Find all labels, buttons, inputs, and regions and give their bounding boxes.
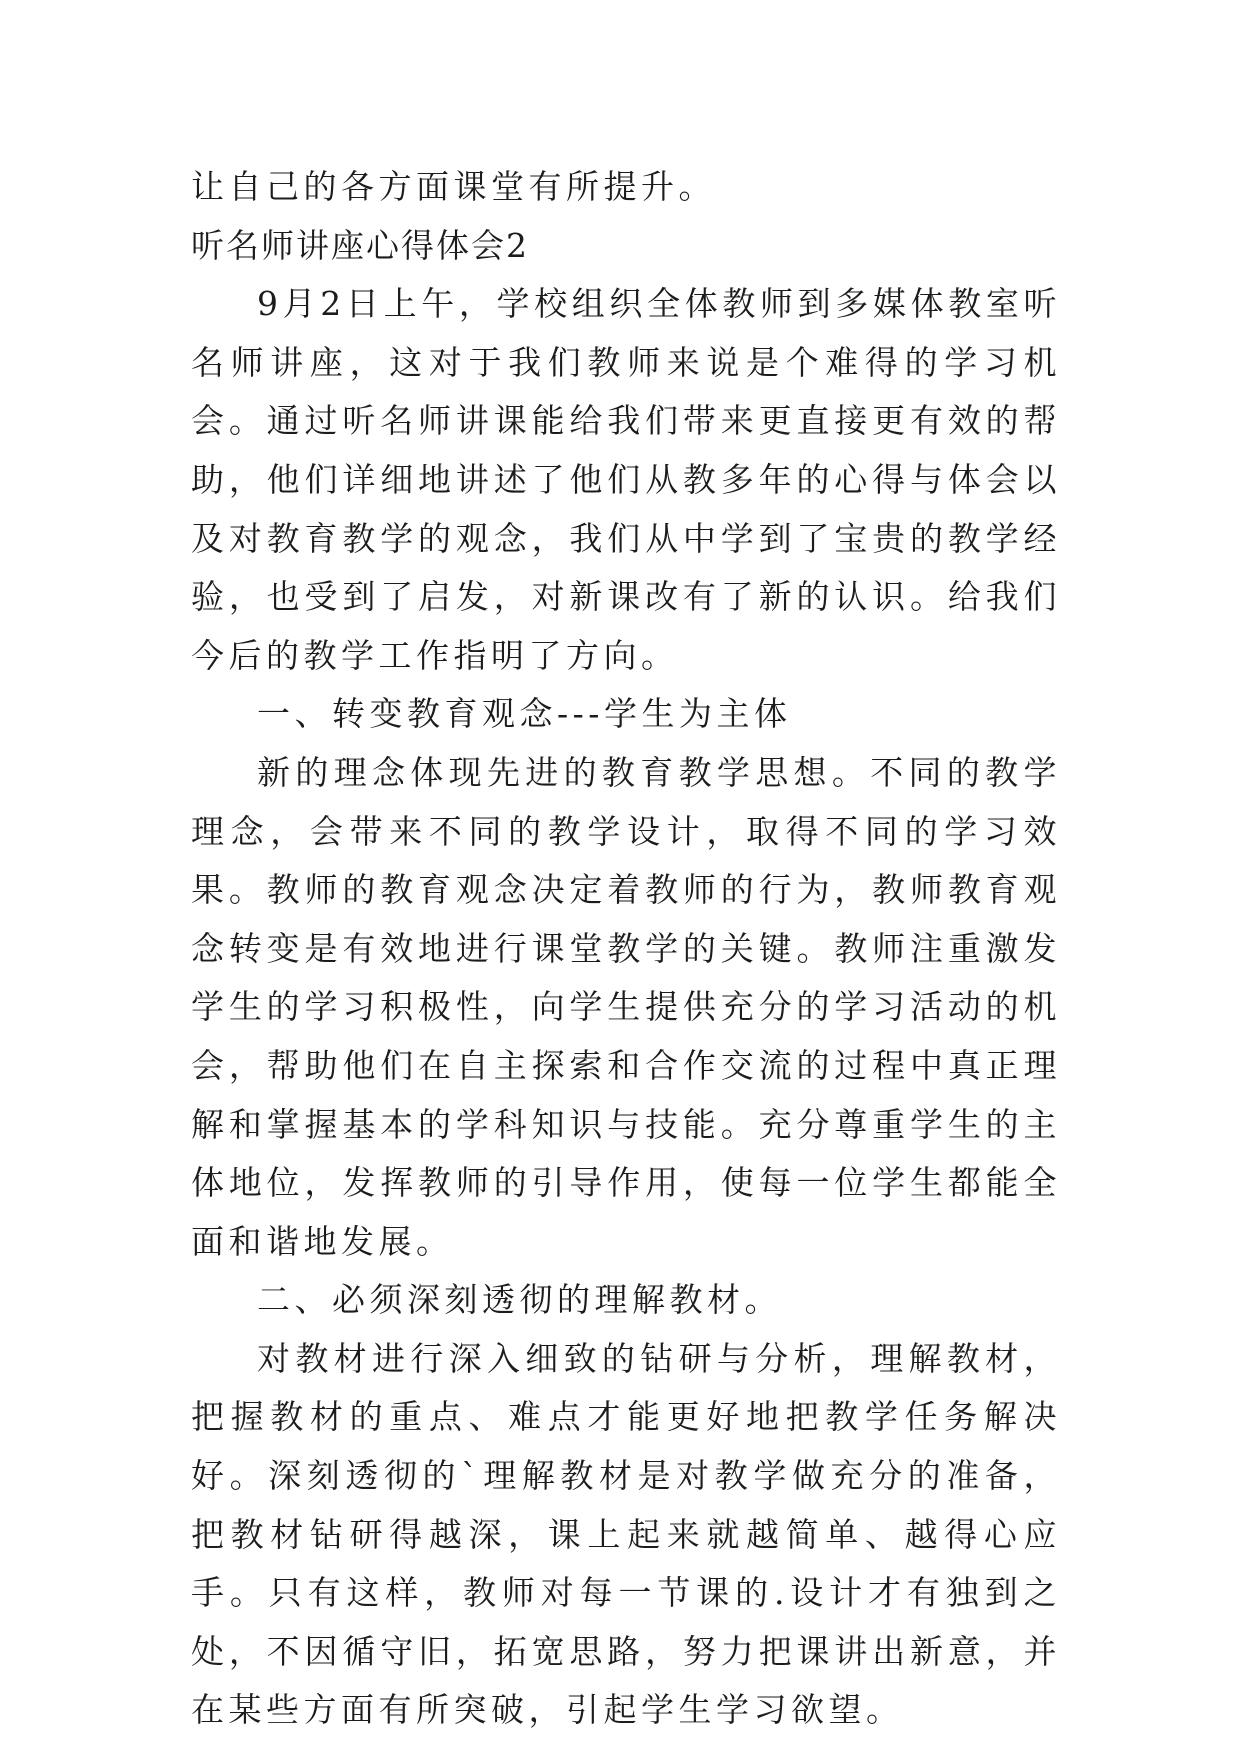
section-title: 听名师讲座心得体会2: [191, 225, 529, 265]
heading-point-one: 一、转变教育观念---学生为主体: [257, 694, 792, 734]
paragraph-point-one: 新的理念体现先进的教育教学思想。不同的教学理念，会带来不同的教学设计，取得不同的学习效果。教师的教育观念决定着教师的行为，教师教育观念转变是有效地进行课堂教学的关键。教师注重激发学生的学习积极性，向学生提供充分的学习活动的机会，帮助他们在自主探索和合作交流的过程中真正理解和掌握基本的学科知识与技能。充分尊重学生的主体地位，发挥教师的引导作用，使每一位学生都能全面和谐地发展。: [191, 752, 1061, 1261]
document-body: [191, 158, 1061, 1740]
paragraph-point-two: 对教材进行深入细致的钻研与分析，理解教材，把握教材的重点、难点才能更好地把教学任务解决好。深刻透彻的`理解教材是对教学做充分的准备，把教材钻研得越深，课上起来就越简单、越得心应手。只有这样，教师对每一节课的.设计才有独到之处，不因循守旧，拓宽思路，努力把课讲出新意，并在某些方面有所突破，引起学生学习欲望。: [191, 1338, 1061, 1730]
paragraph-intro: 9月2日上午，学校组织全体教师到多媒体教室听名师讲座，这对于我们教师来说是个难得的学习机会。通过听名师讲课能给我们带来更直接更有效的帮助，他们详细地讲述了他们从教多年的心得与体会以及对教育教学的观念，我们从中学到了宝贵的教学经验，也受到了启发，对新课改有了新的认识。给我们今后的教学工作指明了方向。: [191, 284, 1061, 675]
paragraph-continuation: 让自己的各方面课堂有所提升。: [191, 167, 716, 206]
heading-point-two: 二、必须深刻透彻的理解教材。: [257, 1280, 782, 1320]
